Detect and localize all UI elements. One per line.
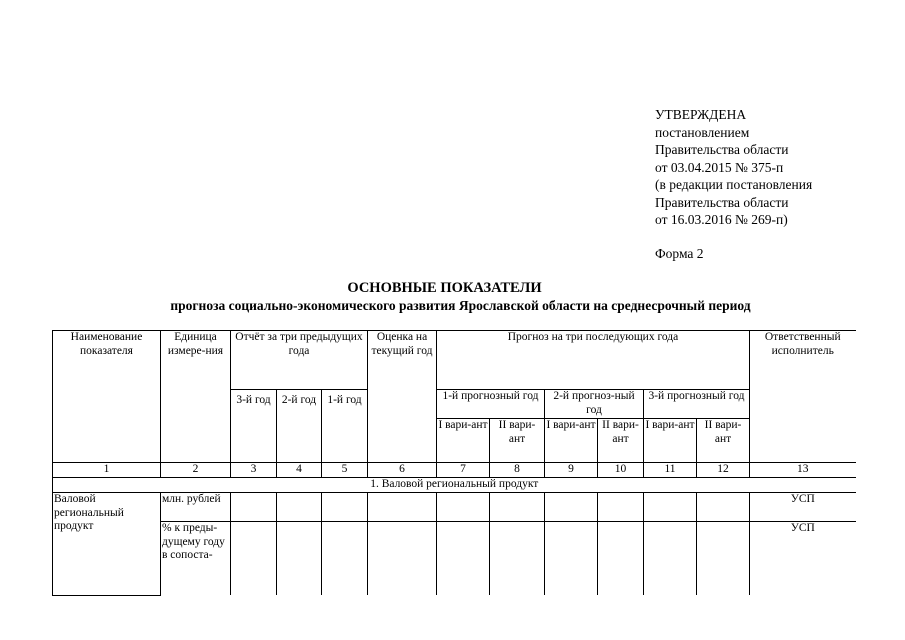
section-title: 1. Валовой региональный продукт <box>53 478 856 493</box>
header-responsible: Ответственный исполнитель <box>750 331 856 463</box>
approval-line: постановлением <box>655 124 750 140</box>
header-report-year: 1-й год <box>322 390 368 463</box>
header-forecast-year: 1-й прогнозный год <box>437 390 545 419</box>
column-number: 11 <box>644 463 697 478</box>
header-unit: Единица измере-ния <box>161 331 231 463</box>
header-estimate: Оценка на текущий год <box>368 331 437 463</box>
header-forecast-year: 2-й прогноз-ный год <box>545 390 644 419</box>
column-number: 10 <box>598 463 644 478</box>
header-report: Отчёт за три предыдущих года <box>231 331 368 390</box>
row-responsible: УСП <box>750 493 856 522</box>
column-number: 3 <box>231 463 277 478</box>
approval-line: от 16.03.2016 № 269-п) <box>655 212 788 227</box>
header-report-year: 2-й год <box>277 390 322 463</box>
document-subtitle: прогноза социально-экономического развития Ярославской области на среднесрочный период <box>170 298 751 313</box>
approval-line: (в редакции постановления <box>655 177 813 192</box>
approval-line: УТВЕРЖДЕНА <box>655 107 747 122</box>
row-unit: млн. рублей <box>161 493 231 522</box>
header-variant: II вари-ант <box>598 419 644 463</box>
approval-stamp <box>655 106 812 229</box>
column-number: 5 <box>322 463 368 478</box>
column-number: 6 <box>368 463 437 478</box>
column-number: 8 <box>490 463 545 478</box>
header-variant: I вари-ант <box>545 419 598 463</box>
header-forecast-year: 3-й прогнозный год <box>644 390 750 419</box>
row-unit: % к преды-дущему году в сопоста- <box>161 522 231 596</box>
header-variant: II вари-ант <box>490 419 545 463</box>
table-row <box>53 522 856 596</box>
header-forecast: Прогноз на три последующих года <box>437 331 750 390</box>
table-row <box>53 493 856 522</box>
header-report-year: 3-й год <box>231 390 277 463</box>
header-name: Наименование показателя <box>53 331 161 463</box>
form-label: Форма 2 <box>655 246 704 261</box>
approval-line: Правительства области <box>655 194 789 210</box>
header-variant: I вари-ант <box>644 419 697 463</box>
approval-line: Правительства области <box>655 142 789 157</box>
approval-line: от 03.04.2015 № 375-п <box>655 159 784 175</box>
column-number: 4 <box>277 463 322 478</box>
header-variant: II вари-ант <box>697 419 750 463</box>
indicators-table <box>52 330 856 596</box>
column-number: 12 <box>697 463 750 478</box>
column-number: 2 <box>161 463 231 478</box>
document-title: ОСНОВНЫЕ ПОКАЗАТЕЛИ <box>347 280 542 296</box>
column-number: 7 <box>437 463 490 478</box>
header-variant: I вари-ант <box>437 419 490 463</box>
column-number: 1 <box>53 463 161 478</box>
row-name: Валовой региональный продукт <box>53 493 161 596</box>
row-responsible: УСП <box>750 522 856 596</box>
column-number: 13 <box>750 463 856 478</box>
column-number: 9 <box>545 463 598 478</box>
